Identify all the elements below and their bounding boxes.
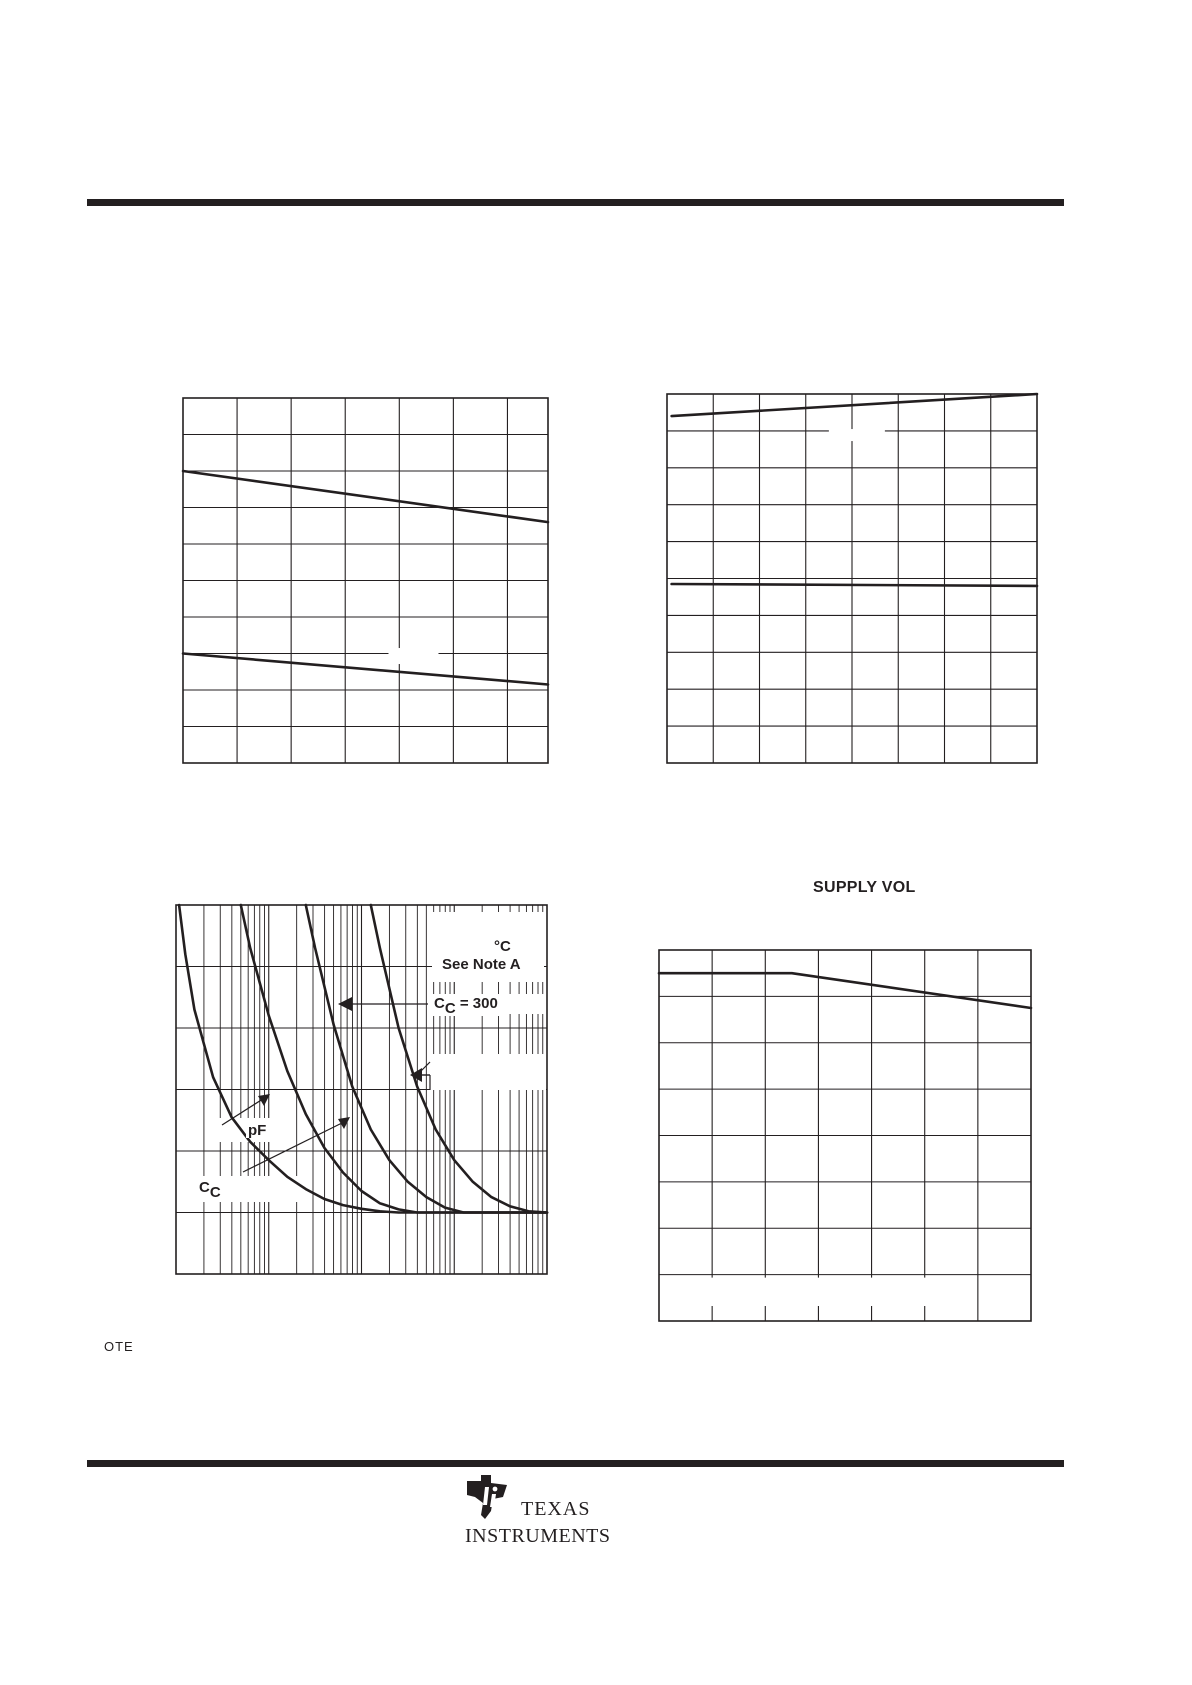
cc-sub: C [444, 1000, 456, 1017]
chart4-series-supply [659, 973, 1031, 1008]
cc-base: C [434, 995, 445, 1012]
ti-logo [463, 1475, 673, 1545]
cc-low-base: C [199, 1179, 210, 1196]
bottom-rule [87, 1460, 1064, 1467]
footnote-label: OTE [104, 1339, 134, 1354]
cc-rest: = 300 [455, 995, 498, 1012]
chart3-annotation-pf: pF [248, 1122, 267, 1139]
cc-low-sub: C [209, 1184, 221, 1201]
chart4-title: SUPPLY VOL [813, 879, 916, 896]
chart3-annotation-temp: °C [494, 938, 511, 955]
ti-logo-line1: TEXAS [521, 1498, 591, 1520]
ti-logo-line2: INSTRUMENTS [465, 1525, 611, 1547]
chart3-annotation-see-note: See Note A [442, 956, 521, 973]
ti-logo-mark-icon [463, 1475, 513, 1523]
chart4-bottom-gap [660, 1278, 977, 1306]
